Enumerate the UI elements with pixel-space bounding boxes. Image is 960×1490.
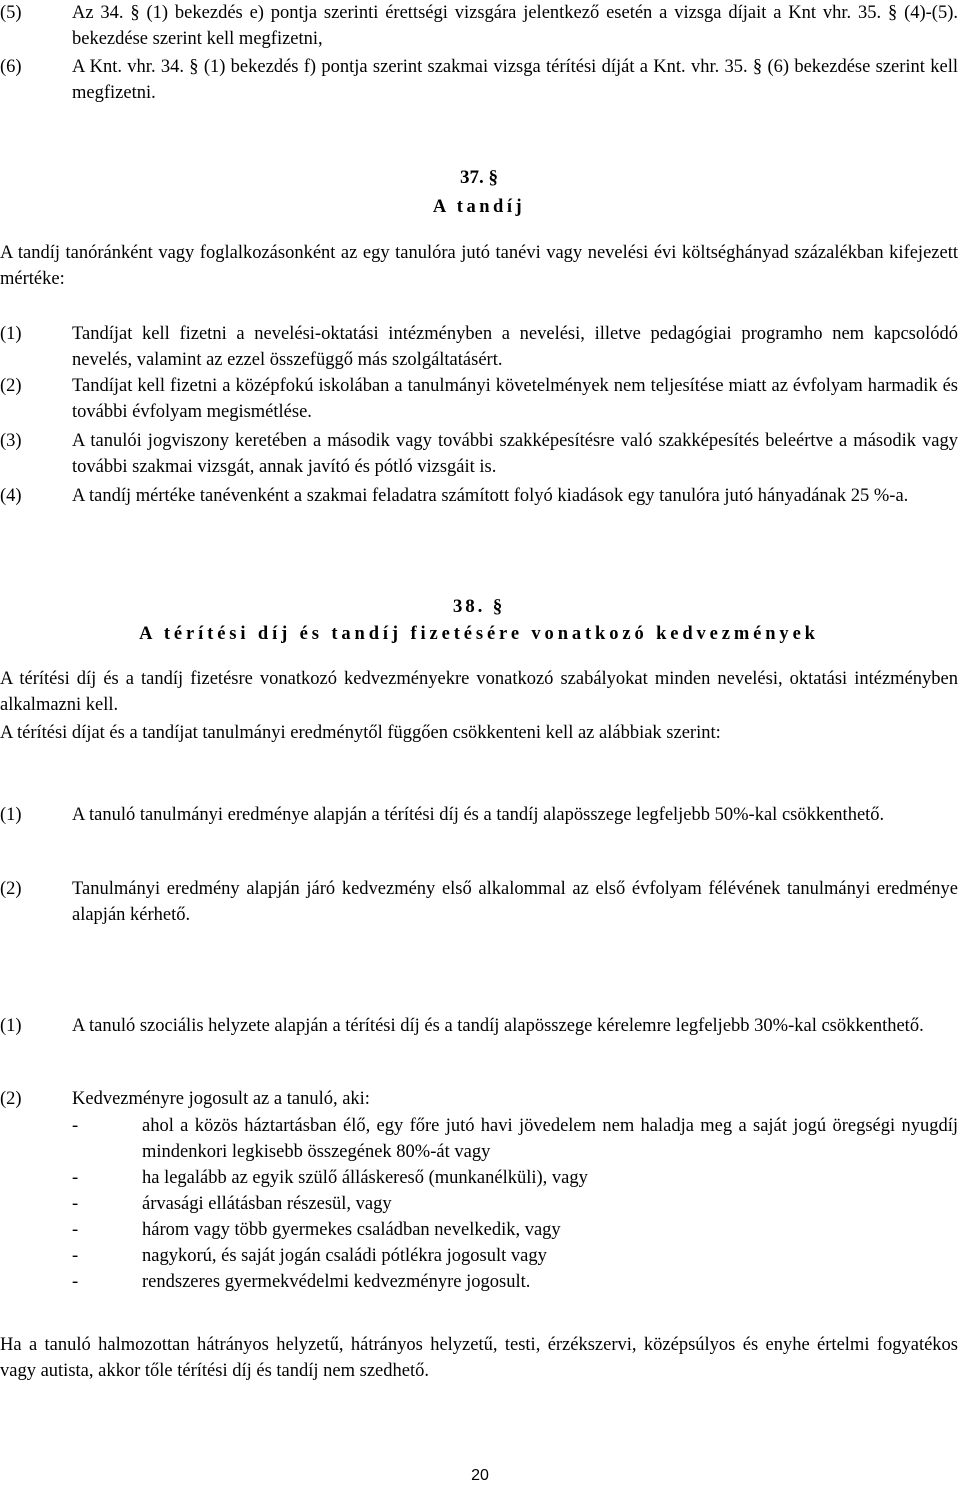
item-number: (1) xyxy=(0,324,22,344)
list-item xyxy=(72,1191,958,1217)
section-38-group2-item-2 xyxy=(0,1086,958,1112)
item-text: A tanulói jogviszony keretében a második vagy további szakképesítésre való szakképesítés beleértve a második vagy további szakmai vizsgát, annak javító és pótló vizsgáit is. xyxy=(72,431,958,477)
item-text: Az 34. § (1) bekezdés e) pontja szerinti érettségi vizsgára jelentkező esetén a vizsga díjait a Knt vhr. 35. § (4)-(5). bekezdése szerint kell megfizetni, xyxy=(72,3,958,49)
bullet-dash: - xyxy=(72,1168,79,1188)
section-37-item-2 xyxy=(0,373,958,425)
item-number: (3) xyxy=(0,431,22,451)
bullet-text: rendszeres gyermekvédelmi kedvezményre jogosult. xyxy=(142,1272,531,1292)
section-37-item-1 xyxy=(0,321,958,373)
section-37-title: A tandíj xyxy=(432,197,526,217)
item-number: (2) xyxy=(0,1089,22,1109)
section-37-item-3 xyxy=(0,428,958,480)
section-38-intro-2: A térítési díjat és a tandíjat tanulmányi eredménytől függően csökkenteni kell az alábbiak szerint: xyxy=(0,723,721,743)
section-38-intro-1: A térítési díj és a tandíj fizetésre vonatkozó kedvezményekre vonatkozó szabályokat minden nevelési, oktatási intézményben alkalmazni kell. xyxy=(0,669,958,715)
item-number: (6) xyxy=(0,57,22,77)
item-text: A tandíj mértéke tanévenként a szakmai feladatra számított folyó kiadások egy tanulóra jutó hányadának 25 %-a. xyxy=(72,486,909,506)
item-number: (2) xyxy=(0,376,22,396)
bullet-text: három vagy több gyermekes családban nevelkedik, vagy xyxy=(142,1220,561,1240)
item-number: (1) xyxy=(0,805,22,825)
bullet-text: árvasági ellátásban részesül, vagy xyxy=(142,1194,392,1214)
item-text: A tanuló tanulmányi eredménye alapján a térítési díj és a tandíj alapösszege legfeljebb 50%-kal csökkenthető. xyxy=(72,805,885,825)
bullet-dash: - xyxy=(72,1246,79,1266)
top-item-6 xyxy=(0,54,958,106)
section-38-closing: Ha a tanuló halmozottan hátrányos helyzetű, hátrányos helyzetű, testi, érzékszervi, középsúlyos és enyhe értelmi fogyatékos vagy autista, akkor tőle térítési díj és tandíj nem szedhető. xyxy=(0,1335,958,1381)
section-37-intro: A tandíj tanóránként vagy foglalkozásonként az egy tanulóra jutó tanévi vagy nevelési évi költséghányad százalékban kifejezett mértéke: xyxy=(0,243,958,289)
item-text: Tandíjat kell fizetni a középfokú iskolában a tanulmányi követelmények nem teljesítése miatt az évfolyam harmadik és további évfolyam megismétlése. xyxy=(72,376,958,422)
list-item xyxy=(72,1165,958,1191)
eligibility-bullet-list xyxy=(0,1113,958,1295)
section-38-group1-item-2 xyxy=(0,876,958,928)
item-number: (4) xyxy=(0,486,22,506)
bullet-text: nagykorú, és saját jogán családi pótlékra jogosult vagy xyxy=(142,1246,547,1266)
list-item xyxy=(72,1243,958,1269)
bullet-dash: - xyxy=(72,1194,79,1214)
item-text: A tanuló szociális helyzete alapján a térítési díj és a tandíj alapösszege kérelemre legfeljebb 30%-kal csökkenthető. xyxy=(72,1016,924,1036)
section-38-title: A térítési díj és tandíj fizetésére vonatkozó kedvezmények xyxy=(139,624,819,644)
top-item-5 xyxy=(0,0,958,52)
item-text: Tanulmányi eredmény alapján járó kedvezmény első alkalommal az első évfolyam félévének tanulmányi eredménye alapján kérhető. xyxy=(72,879,958,925)
item-text: Kedvezményre jogosult az a tanuló, aki: xyxy=(72,1089,370,1109)
section-38-number: 38. § xyxy=(452,596,506,617)
page-number: 20 xyxy=(471,1467,489,1484)
bullet-dash: - xyxy=(72,1116,79,1136)
item-number: (2) xyxy=(0,879,22,899)
list-item xyxy=(72,1217,958,1243)
section-38-group1-item-1 xyxy=(0,802,958,828)
item-number: (1) xyxy=(0,1016,22,1036)
bullet-text: ahol a közös háztartásban élő, egy főre jutó havi jövedelem nem haladja meg a saját jogú öregségi nyugdíj mindenkori legkisebb összegének 80%-át vagy xyxy=(142,1116,958,1162)
bullet-dash: - xyxy=(72,1220,79,1240)
list-item xyxy=(72,1113,958,1165)
section-37-item-4 xyxy=(0,483,958,509)
bullet-dash: - xyxy=(72,1272,79,1292)
section-37-number: 37. § xyxy=(460,167,498,188)
item-text: Tandíjat kell fizetni a nevelési-oktatási intézményben a nevelési, illetve pedagógiai programho nem kapcsolódó nevelés, valamint az ezzel összefüggő más szolgáltatásért. xyxy=(72,324,958,370)
section-38-group2-item-1 xyxy=(0,1013,958,1039)
bullet-text: ha legalább az egyik szülő álláskereső (munkanélküli), vagy xyxy=(142,1168,588,1188)
item-text: A Knt. vhr. 34. § (1) bekezdés f) pontja szerint szakmai vizsga térítési díját a Knt. vhr. 35. § (6) bekezdése szerint kell megfizetni. xyxy=(72,57,958,103)
list-item xyxy=(72,1269,958,1295)
item-number: (5) xyxy=(0,3,22,23)
